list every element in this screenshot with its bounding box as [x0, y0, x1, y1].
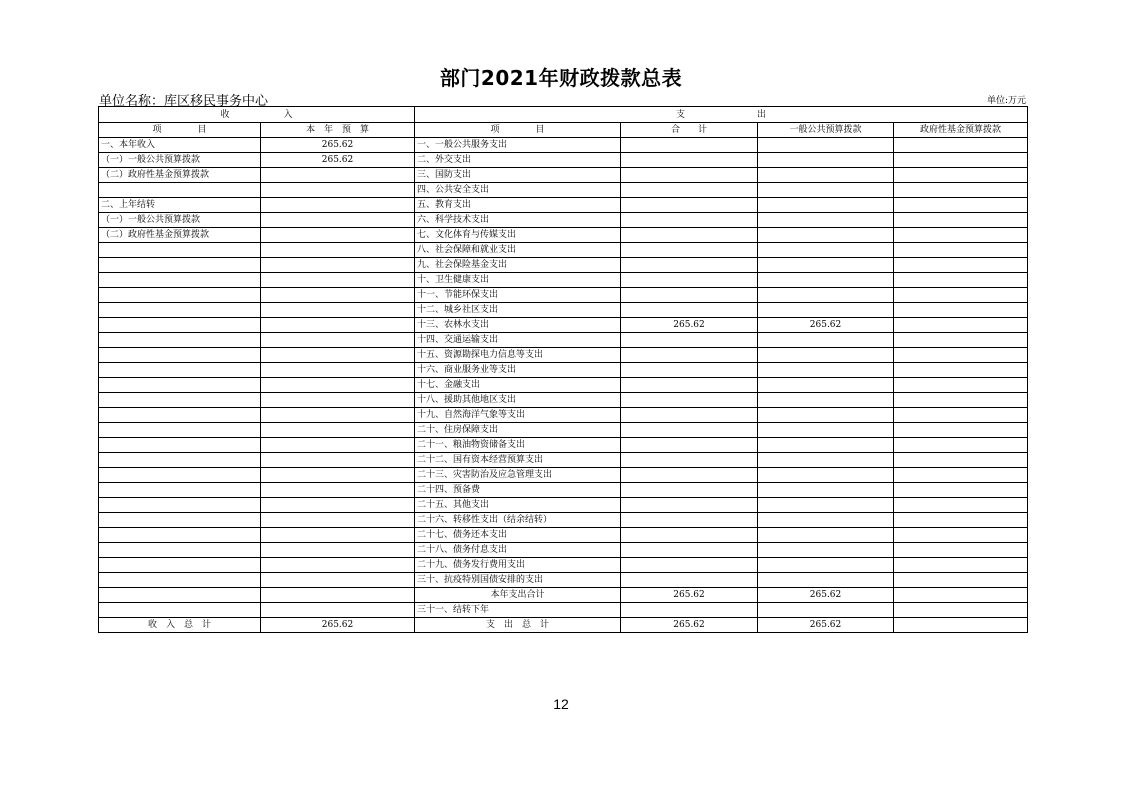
general-budget-cell [758, 468, 894, 483]
income-budget-cell [261, 333, 415, 348]
income-budget-cell [261, 288, 415, 303]
expense-item-cell: 九、社会保险基金支出 [415, 258, 621, 273]
fund-budget-cell [894, 573, 1028, 588]
fund-budget-cell [894, 318, 1028, 333]
total-cell [621, 513, 758, 528]
general-budget-cell [758, 288, 894, 303]
general-budget-cell [758, 183, 894, 198]
income-item-cell [99, 303, 261, 318]
fund-budget-header: 政府性基金预算拨款 [894, 123, 1028, 138]
carryover-fund [894, 603, 1028, 618]
fund-budget-cell [894, 168, 1028, 183]
income-item-cell [99, 408, 261, 423]
income-item-cell [99, 393, 261, 408]
expense-item-cell: 二十九、债务发行费用支出 [415, 558, 621, 573]
income-total-value: 265.62 [261, 618, 415, 633]
total-cell [621, 303, 758, 318]
income-budget-cell [261, 498, 415, 513]
fund-budget-cell [894, 333, 1028, 348]
subtotal-general: 265.62 [758, 588, 894, 603]
total-cell: 265.62 [621, 318, 758, 333]
income-budget-cell [261, 438, 415, 453]
general-budget-cell [758, 423, 894, 438]
expense-item-cell: 八、社会保障和就业支出 [415, 243, 621, 258]
income-budget-cell [261, 603, 415, 618]
income-budget-cell [261, 273, 415, 288]
budget-table [98, 106, 1028, 633]
income-item-cell [99, 498, 261, 513]
expense-total-general: 265.62 [758, 618, 894, 633]
fund-budget-cell [894, 438, 1028, 453]
income-budget-cell [261, 483, 415, 498]
income-item-cell: （一）一般公共预算拨款 [99, 213, 261, 228]
income-budget-cell [261, 423, 415, 438]
expense-item-cell: 十、卫生健康支出 [415, 273, 621, 288]
total-cell [621, 363, 758, 378]
fund-budget-cell [894, 183, 1028, 198]
income-item-cell [99, 513, 261, 528]
expense-item-cell: 二十四、预备费 [415, 483, 621, 498]
total-cell [621, 408, 758, 423]
expense-item-cell: 四、公共安全支出 [415, 183, 621, 198]
subtotal-fund [894, 588, 1028, 603]
income-item-cell [99, 348, 261, 363]
table-row [99, 498, 1028, 513]
total-cell [621, 348, 758, 363]
table-row [99, 573, 1028, 588]
subtotal-label: 本年支出合计 [415, 588, 621, 603]
income-budget-cell [261, 228, 415, 243]
table-row [99, 333, 1028, 348]
total-cell [621, 258, 758, 273]
income-budget-cell [261, 453, 415, 468]
table-row [99, 198, 1028, 213]
general-budget-cell [758, 153, 894, 168]
fund-budget-cell [894, 423, 1028, 438]
income-item-cell [99, 243, 261, 258]
general-budget-cell [758, 528, 894, 543]
expense-item-cell: 十九、自然海洋气象等支出 [415, 408, 621, 423]
general-budget-cell [758, 498, 894, 513]
expense-item-cell: 二十五、其他支出 [415, 498, 621, 513]
fund-budget-cell [894, 348, 1028, 363]
fund-budget-cell [894, 408, 1028, 423]
general-budget-cell [758, 243, 894, 258]
general-budget-cell [758, 138, 894, 153]
fund-budget-cell [894, 483, 1028, 498]
income-budget-cell [261, 513, 415, 528]
expense-item-cell: 六、科学技术支出 [415, 213, 621, 228]
page-number: 12 [553, 696, 569, 712]
fund-budget-cell [894, 363, 1028, 378]
fund-budget-cell [894, 378, 1028, 393]
expense-item-cell: 一、一般公共服务支出 [415, 138, 621, 153]
total-cell [621, 543, 758, 558]
total-cell [621, 468, 758, 483]
total-header: 合 计 [621, 123, 758, 138]
income-item-cell [99, 558, 261, 573]
total-cell [621, 228, 758, 243]
income-item-cell [99, 258, 261, 273]
carryover-label: 三十一、结转下年 [415, 603, 621, 618]
table-row [99, 243, 1028, 258]
general-budget-cell [758, 333, 894, 348]
carryover-general [758, 603, 894, 618]
table-row [99, 528, 1028, 543]
expense-item-cell: 十六、商业服务业等支出 [415, 363, 621, 378]
table-row [99, 543, 1028, 558]
general-budget-cell [758, 483, 894, 498]
total-cell [621, 198, 758, 213]
income-budget-cell [261, 213, 415, 228]
table-row [99, 468, 1028, 483]
income-item-cell [99, 378, 261, 393]
general-budget-cell [758, 558, 894, 573]
table-row [99, 378, 1028, 393]
fund-budget-cell [894, 288, 1028, 303]
table-row [99, 138, 1028, 153]
general-budget-cell [758, 228, 894, 243]
general-budget-cell [758, 408, 894, 423]
expense-item-cell: 十七、金融支出 [415, 378, 621, 393]
fund-budget-cell [894, 138, 1028, 153]
income-item-cell [99, 423, 261, 438]
expense-item-cell: 七、文化体育与传媒支出 [415, 228, 621, 243]
subtotal-row [99, 588, 1028, 603]
income-budget-cell [261, 168, 415, 183]
income-budget-cell [261, 468, 415, 483]
expense-item-cell: 十八、援助其他地区支出 [415, 393, 621, 408]
income-item-cell [99, 468, 261, 483]
expense-item-cell: 十一、节能环保支出 [415, 288, 621, 303]
income-budget-cell: 265.62 [261, 153, 415, 168]
table-row [99, 258, 1028, 273]
fund-budget-cell [894, 468, 1028, 483]
fund-budget-cell [894, 528, 1028, 543]
income-item-cell: （二）政府性基金预算拨款 [99, 168, 261, 183]
income-item-cell [99, 288, 261, 303]
subtotal-total: 265.62 [621, 588, 758, 603]
income-item-cell [99, 543, 261, 558]
general-budget-header: 一般公共预算拨款 [758, 123, 894, 138]
total-cell [621, 213, 758, 228]
income-budget-cell [261, 393, 415, 408]
general-budget-cell [758, 513, 894, 528]
table-row [99, 483, 1028, 498]
total-cell [621, 153, 758, 168]
expense-item-cell: 二十二、国有资本经营预算支出 [415, 453, 621, 468]
expense-item-cell: 二十、住房保障支出 [415, 423, 621, 438]
table-row [99, 213, 1028, 228]
fund-budget-cell [894, 393, 1028, 408]
income-item-cell [99, 453, 261, 468]
income-budget-cell [261, 258, 415, 273]
fund-budget-cell [894, 258, 1028, 273]
expense-item-cell: 三、国防支出 [415, 168, 621, 183]
table-row [99, 393, 1028, 408]
general-budget-cell [758, 543, 894, 558]
total-cell [621, 483, 758, 498]
income-item-cell [99, 183, 261, 198]
total-cell [621, 423, 758, 438]
income-budget-cell [261, 318, 415, 333]
income-budget-cell [261, 573, 415, 588]
total-cell [621, 573, 758, 588]
unit-label: 单位:万元 [986, 96, 1026, 106]
general-budget-cell [758, 273, 894, 288]
total-cell [621, 138, 758, 153]
income-item-header: 项 目 [99, 123, 261, 138]
table-row [99, 453, 1028, 468]
expense-item-cell: 十四、交通运输支出 [415, 333, 621, 348]
table-row [99, 363, 1028, 378]
income-item-cell [99, 483, 261, 498]
fund-budget-cell [894, 273, 1028, 288]
table-row [99, 153, 1028, 168]
total-cell [621, 438, 758, 453]
fund-budget-cell [894, 228, 1028, 243]
income-budget-cell [261, 348, 415, 363]
expense-item-cell: 二十六、转移性支出（结余结转） [415, 513, 621, 528]
general-budget-cell [758, 168, 894, 183]
expense-item-cell: 二十三、灾害防治及应急管理支出 [415, 468, 621, 483]
total-cell [621, 333, 758, 348]
total-cell [621, 168, 758, 183]
income-item-cell [99, 363, 261, 378]
fund-budget-cell [894, 543, 1028, 558]
income-item-cell [99, 273, 261, 288]
income-item-cell: （二）政府性基金预算拨款 [99, 228, 261, 243]
income-budget-cell: 265.62 [261, 138, 415, 153]
header-row-2 [99, 123, 1028, 138]
income-budget-cell [261, 243, 415, 258]
fund-budget-cell [894, 153, 1028, 168]
expense-item-cell: 二十八、债务付息支出 [415, 543, 621, 558]
table-row [99, 318, 1028, 333]
expense-item-cell: 十二、城乡社区支出 [415, 303, 621, 318]
income-item-cell: 一、本年收入 [99, 138, 261, 153]
fund-budget-cell [894, 513, 1028, 528]
expense-item-cell: 十五、资源勘探电力信息等支出 [415, 348, 621, 363]
total-cell [621, 378, 758, 393]
total-cell [621, 243, 758, 258]
total-cell [621, 528, 758, 543]
income-item-cell [99, 438, 261, 453]
general-budget-cell [758, 213, 894, 228]
table-row [99, 273, 1028, 288]
table-row [99, 423, 1028, 438]
income-item-cell: 二、上年结转 [99, 198, 261, 213]
table-row [99, 303, 1028, 318]
income-budget-header: 本 年 预 算 [261, 123, 415, 138]
general-budget-cell [758, 393, 894, 408]
general-budget-cell: 265.62 [758, 318, 894, 333]
header-row-1 [99, 107, 1028, 123]
expense-item-cell: 二、外交支出 [415, 153, 621, 168]
income-budget-cell [261, 363, 415, 378]
table-row [99, 348, 1028, 363]
income-header: 收 入 [99, 107, 415, 123]
general-budget-cell [758, 378, 894, 393]
general-budget-cell [758, 348, 894, 363]
expense-item-cell: 二十一、粮油物资储备支出 [415, 438, 621, 453]
table-row [99, 288, 1028, 303]
carryover-total [621, 603, 758, 618]
income-budget-cell [261, 528, 415, 543]
grand-total-row [99, 618, 1028, 633]
total-cell [621, 183, 758, 198]
table-row [99, 558, 1028, 573]
expense-total-label: 支 出 总 计 [415, 618, 621, 633]
income-total-label: 收 入 总 计 [99, 618, 261, 633]
income-budget-cell [261, 588, 415, 603]
fund-budget-cell [894, 213, 1028, 228]
income-budget-cell [261, 408, 415, 423]
carryover-row [99, 603, 1028, 618]
general-budget-cell [758, 303, 894, 318]
unit-name: 单位名称：库区移民事务中心 [99, 94, 269, 109]
income-item-cell [99, 318, 261, 333]
table-row [99, 513, 1028, 528]
income-item-cell [99, 573, 261, 588]
fund-budget-cell [894, 198, 1028, 213]
income-budget-cell [261, 303, 415, 318]
income-budget-cell [261, 183, 415, 198]
total-cell [621, 498, 758, 513]
fund-budget-cell [894, 558, 1028, 573]
total-cell [621, 393, 758, 408]
expense-header: 支 出 [415, 107, 1028, 123]
general-budget-cell [758, 438, 894, 453]
expense-item-header: 项 目 [415, 123, 621, 138]
general-budget-cell [758, 453, 894, 468]
income-budget-cell [261, 378, 415, 393]
table-row [99, 408, 1028, 423]
income-item-cell [99, 333, 261, 348]
expense-total-fund [894, 618, 1028, 633]
income-budget-cell [261, 558, 415, 573]
income-budget-cell [261, 198, 415, 213]
total-cell [621, 558, 758, 573]
table-row [99, 438, 1028, 453]
table-row [99, 168, 1028, 183]
income-item-cell: （一）一般公共预算拨款 [99, 153, 261, 168]
fund-budget-cell [894, 498, 1028, 513]
general-budget-cell [758, 198, 894, 213]
general-budget-cell [758, 363, 894, 378]
expense-total-value: 265.62 [621, 618, 758, 633]
expense-item-cell: 五、教育支出 [415, 198, 621, 213]
expense-item-cell: 十三、农林水支出 [415, 318, 621, 333]
fund-budget-cell [894, 243, 1028, 258]
general-budget-cell [758, 573, 894, 588]
total-cell [621, 288, 758, 303]
general-budget-cell [758, 258, 894, 273]
table-row [99, 228, 1028, 243]
fund-budget-cell [894, 453, 1028, 468]
total-cell [621, 453, 758, 468]
expense-item-cell: 三十、抗疫特别国债安排的支出 [415, 573, 621, 588]
total-cell [621, 273, 758, 288]
fund-budget-cell [894, 303, 1028, 318]
expense-item-cell: 二十七、债务还本支出 [415, 528, 621, 543]
income-budget-cell [261, 543, 415, 558]
page-title: 部门2021年财政拨款总表 [439, 66, 683, 90]
income-item-cell [99, 588, 261, 603]
table-row [99, 183, 1028, 198]
income-item-cell [99, 528, 261, 543]
income-item-cell [99, 603, 261, 618]
